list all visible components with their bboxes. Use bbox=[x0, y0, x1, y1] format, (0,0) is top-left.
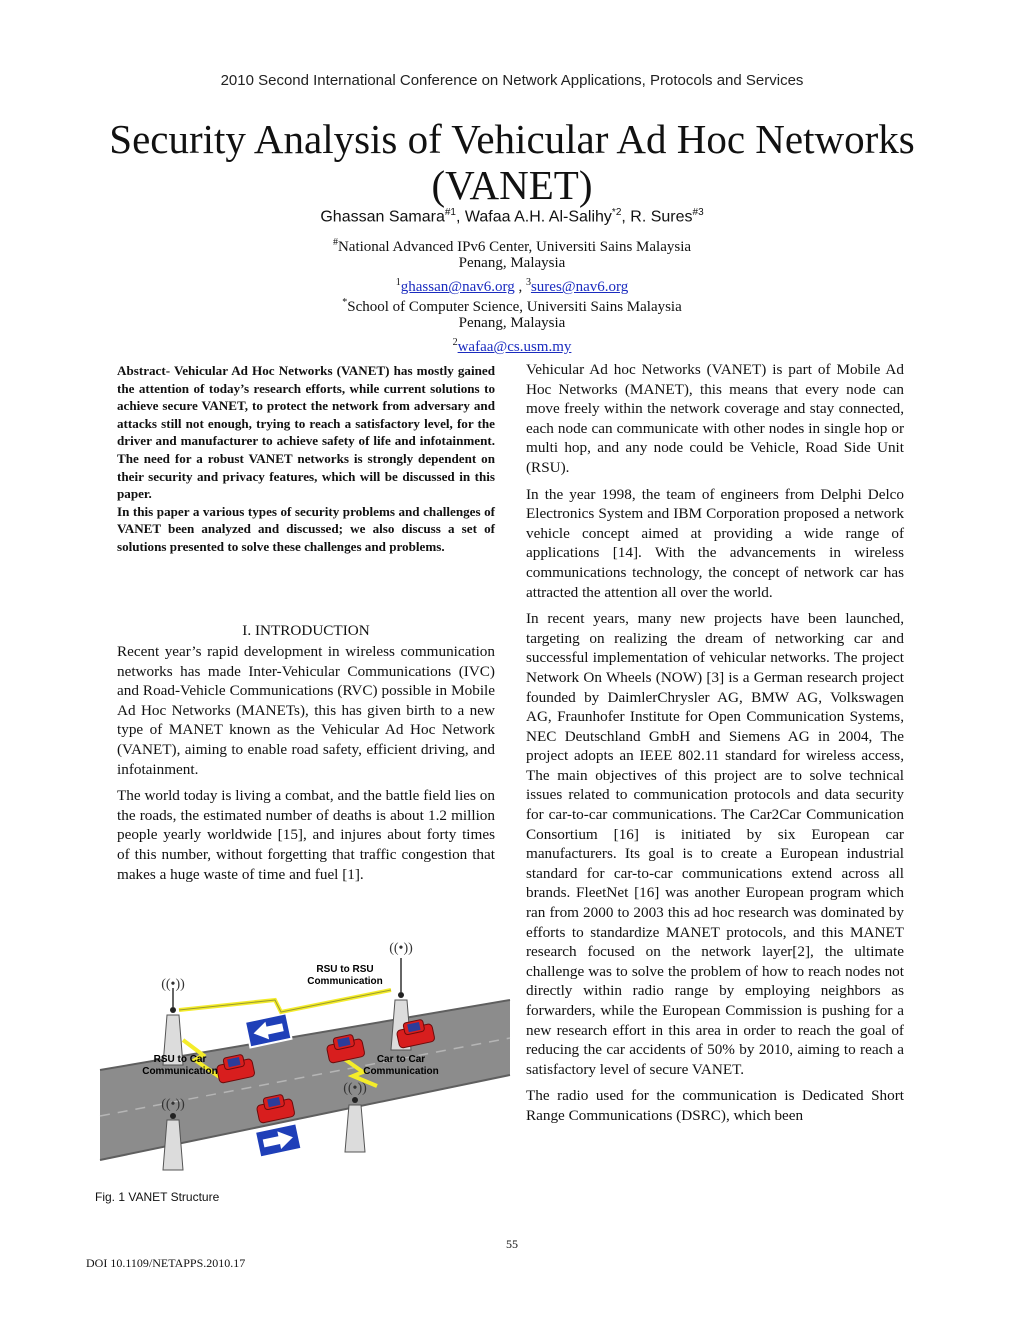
label-car-to-car-2: Communication bbox=[363, 1066, 439, 1077]
rsu-tower-bottom-middle bbox=[343, 1081, 367, 1152]
rsu-tower-left bbox=[161, 977, 185, 1065]
svg-text:((•)): ((•)) bbox=[161, 977, 185, 992]
left-column-body bbox=[117, 642, 495, 891]
direction-arrow-right bbox=[255, 1123, 301, 1157]
author-3: R. Sures bbox=[630, 208, 693, 226]
affiliation-2-email bbox=[0, 333, 1024, 357]
author-2: Wafaa A.H. Al-Salihy bbox=[464, 208, 612, 226]
section-heading-introduction: I. INTRODUCTION bbox=[242, 622, 370, 639]
right-column-body bbox=[526, 360, 904, 1133]
author-1: Ghassan Samara bbox=[320, 208, 445, 226]
road-surface bbox=[100, 1000, 510, 1160]
vanet-structure-figure bbox=[95, 930, 515, 1180]
affiliation-2-institution: School of Computer Science, Universiti Sains Malaysia bbox=[347, 299, 682, 315]
rsu-to-rsu-link bbox=[179, 990, 391, 1012]
figure-caption: Fig. 1 VANET Structure bbox=[95, 1190, 220, 1204]
affiliation-1-institution: National Advanced IPv6 Center, Universiti Sains Malaysia bbox=[337, 239, 692, 255]
email-3-sup: 3 bbox=[525, 277, 531, 288]
email-link-ghassan[interactable]: ghassan@nav6.org bbox=[400, 279, 515, 295]
email-2-sup: 2 bbox=[452, 337, 458, 348]
abstract bbox=[117, 362, 495, 556]
author-3-sup: #3 bbox=[692, 207, 704, 218]
label-rsu-to-rsu-1: RSU to RSU bbox=[316, 964, 374, 975]
email-link-wafaa[interactable]: wafaa@cs.usm.my bbox=[457, 339, 572, 355]
vanet-diagram bbox=[95, 930, 515, 1180]
email-1-sup: 1 bbox=[395, 277, 401, 288]
conference-header: 2010 Second International Conference on Network Applications, Protocols and Services bbox=[220, 72, 804, 89]
author-1-sup: #1 bbox=[444, 207, 456, 218]
doi-footer: DOI 10.1109/NETAPPS.2010.17 bbox=[86, 1256, 246, 1270]
right-paragraph-1: Vehicular Ad hoc Networks (VANET) is part of Mobile Ad Hoc Networks (MANET), this means that every node can move freely within the network coverage and stay connected, each node can communicate with other nodes in single hop or multi hop, and any node could be Vehicle, Road Side Unit (RSU). bbox=[526, 361, 904, 476]
label-rsu-to-car-2: Communication bbox=[142, 1066, 218, 1077]
affiliation-2-mark: * bbox=[342, 297, 348, 308]
svg-text:((•)): ((•)) bbox=[343, 1081, 367, 1096]
label-car-to-car-1: Car to Car bbox=[376, 1054, 426, 1065]
affiliation-2-location: Penang, Malaysia bbox=[458, 315, 566, 331]
svg-text:((•)): ((•)) bbox=[161, 1097, 185, 1112]
right-paragraph-3: In recent years, many new projects have been launched, targeting on realizing the dream of networking car and successful implementation of vehicular networks. The project Network On Wheels (NOW) [3] is a German research project founded by DaimlerChrysler AG, BMW AG, Volkswagen AG, Fraunhofer Institute for Open Communication Systems, NEC Deutschland GmbH and Siemens AG in 2004, The project adopts an IEEE 802.11 standard for wireless access, The main objectives of this project are to solve technical issues related to communication protocols and data security for car-to-car communications. The Car2Car Communication Consortium [16] is initiated by six European car manufacturers. Its goal is to create a European industrial standard for car-to-car communications extend across all brands. FleetNet [16] was another European program which ran from 2000 to 2003 this ad hoc research was dominated by efforts to standardize MANET protocols, and this MANET research focused on the network layer[2], the ultimate challenge was to solve the problem of how to reach nodes not directly within radio range by employing neighbors as forwarders, while the European Commission is pushing for a new research effort in this area in order to reach the goal of reducing the car accidents of 50% by 2010, aiming to reach a satisfactory level of secure VANET. bbox=[526, 610, 904, 1078]
label-rsu-to-car-1: RSU to Car bbox=[153, 1054, 207, 1065]
author-2-sup: *2 bbox=[611, 207, 622, 218]
right-paragraph-4: The radio used for the communication is Dedicated Short Range Communications (DSRC), which been bbox=[526, 1087, 904, 1124]
svg-text:((•)): ((•)) bbox=[389, 941, 413, 956]
affiliation-1-mark: # bbox=[332, 237, 338, 248]
email-link-sures[interactable]: sures@nav6.org bbox=[530, 279, 629, 295]
paper-title: Security Analysis of Vehicular Ad Hoc Networks (VANET) bbox=[109, 116, 915, 208]
author-line: Ghassan Samara$^{\#1}$, Wafaa A.H. Al-Salihy$^{*2}$, R. Sures$^{\#3}$ bbox=[320, 207, 704, 226]
affiliation-1-location: Penang, Malaysia bbox=[458, 255, 566, 271]
abstract-paragraph-2: In this paper a various types of security problems and challenges of VANET been analyzed and discussed; we also discuss a set of solutions presented to solve these challenges and problems. bbox=[117, 503, 495, 554]
label-rsu-to-rsu-2: Communication bbox=[307, 976, 383, 987]
affiliation-1-emails: $^1$ghassan@nav6.org , $^3$sures@nav6.org bbox=[395, 277, 629, 295]
intro-paragraph-2: The world today is living a combat, and the battle field lies on the roads, the estimated number of deaths is about 1.2 million people yearly worldwide [15], and injures about forty times of this number, without forgetting that traffic congestion that makes a huge waste of time and fuel [1]. bbox=[117, 787, 495, 883]
intro-paragraph-1: Recent year’s rapid development in wireless communication networks has made Inter-Vehicular Communications (IVC) and Road-Vehicle Communications (RVC) possible in Mobile Ad Hoc Networks (MANETs), this has given birth to a new type of MANET known as the Vehicular Ad Hoc Network (VANET), aiming to enable road safety, efficient driving, and infotainment. bbox=[117, 643, 495, 778]
page-number: 55 bbox=[506, 1237, 518, 1251]
right-paragraph-2: In the year 1998, the team of engineers from Delphi Delco Electronics System and IBM Corporation proposed a network vehicle concept aimed at providing a wide range of applications [14]. With the advancements in wireless communications technology, the concept of network car has attracted the attention all over the world. bbox=[526, 485, 904, 601]
abstract-paragraph-1: Abstract- Vehicular Ad Hoc Networks (VANET) has mostly gained the attention of today’s research efforts, while current solutions to achieve secure VANET, to protect the network from adversary and attacks still not enough, trying to reach a satisfactory level, for the driver and manufacturer to achieve safety of life and infotainment. The need for a robust VANET networks is strongly dependent on their security and privacy features, which will be discussed in this paper. bbox=[117, 363, 495, 502]
